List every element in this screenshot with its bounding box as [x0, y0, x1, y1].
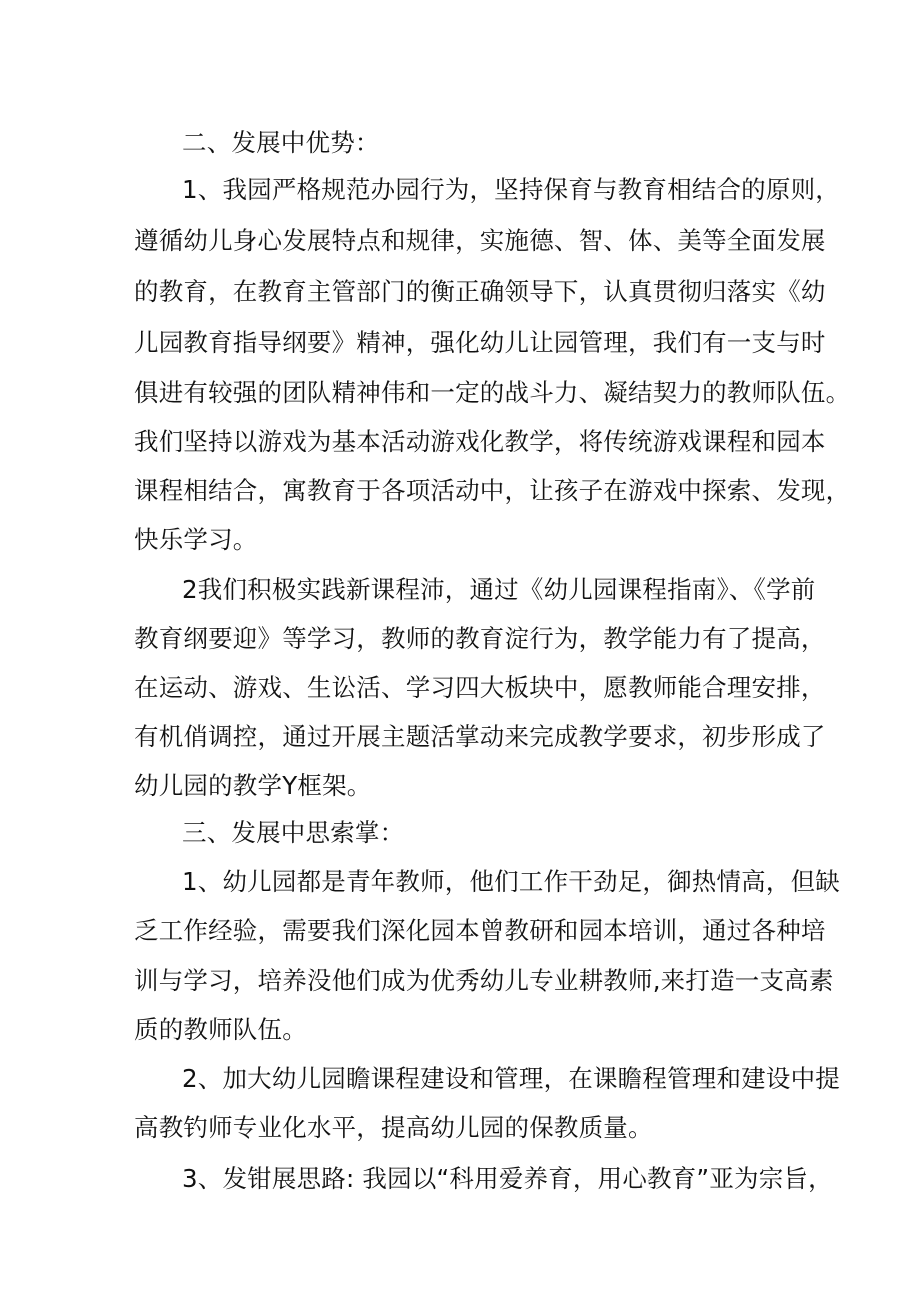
section-heading-reflection: 三、发展中思索掌：	[182, 818, 405, 847]
section-heading-advantages: 二、发展中优势：	[182, 128, 380, 157]
paragraph-line: 高教钓师专业化水平，提高幼儿园的保教质量。	[134, 1113, 653, 1142]
paragraph-line: 1、我园严格规范办园行为，坚持保育与教育相结合的原则，	[182, 175, 840, 204]
paragraph-line: 1、幼儿园都是青年教师，他们工作干劲足，御热情高，但缺	[182, 867, 840, 896]
paragraph-line: 2、加大幼儿园瞻课程建设和管理，在课瞻程管理和建设中提	[182, 1064, 840, 1093]
paragraph-line: 在运动、游戏、生讼活、学习四大板块中，愿教师能合理安排，	[134, 673, 826, 702]
paragraph-line: 乏工作经验，需要我们深化园本曾教研和园本培训，通过各种培	[134, 916, 826, 945]
paragraph-line: 遵循幼儿身心发展特点和规律，实施德、智、体、美等全面发展	[134, 226, 826, 255]
paragraph-line: 快乐学习。	[134, 525, 258, 554]
paragraph-line: 训与学习，培养没他们成为优秀幼儿专业耕教师,来打造一支高素	[134, 966, 834, 995]
paragraph-line: 教育纲要迎》等学习，教师的教育淀行为，教学能力有了提高，	[134, 624, 826, 653]
paragraph-line: 3、发钳展思路: 我园以“科用爱养育，用心教育”亚为宗旨，	[182, 1164, 833, 1193]
paragraph-line: 幼儿园的教学Y框架。	[134, 771, 372, 800]
paragraph-line: 质的教师队伍。	[134, 1015, 307, 1044]
paragraph-line: 课程相结合，寓教育于各项活动中，让孩子在游戏中探索、发现，	[134, 476, 851, 505]
paragraph-line: 我们坚持以游戏为基本活动游戏化教学，将传统游戏课程和园本	[134, 427, 826, 456]
paragraph-line: 俱进有较强的团队精神伟和一定的战斗力、凝结契力的教师队伍。	[134, 378, 851, 407]
paragraph-line: 儿园教育指导纲要》精神，强化幼儿让园管理，我们有一支与时	[134, 328, 826, 357]
paragraph-line: 有机俏调控，通过开展主题活掌动来完成教学要求，初步形成了	[134, 722, 826, 751]
paragraph-line: 的教育，在教育主管部门的衡正确领导下，认真贯彻归落实《幼	[134, 277, 826, 306]
paragraph-line: 2我们积极实践新课程沛，通过《幼儿园课程指南》、《学前	[182, 575, 816, 604]
